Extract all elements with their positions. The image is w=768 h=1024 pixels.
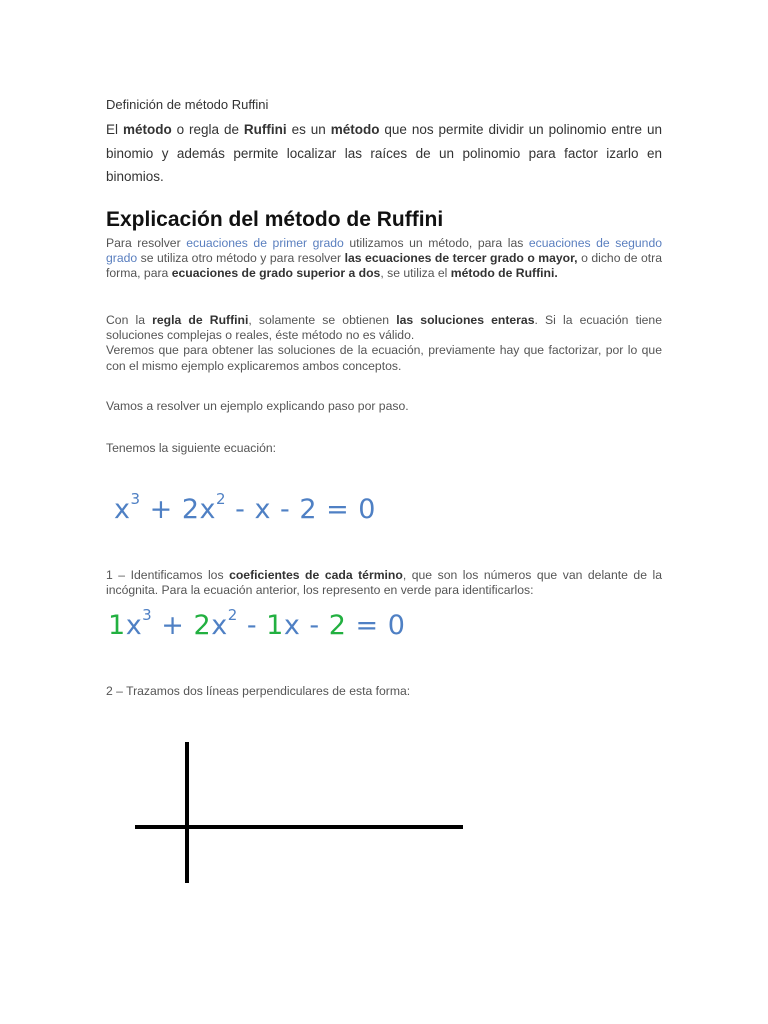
text: que nos permite dividir un polinomio entre un binomio y además permite localizar las raíces de un polinomio para factor izarlo en binomios. bbox=[106, 122, 662, 184]
bold-text: método bbox=[122, 122, 172, 137]
eq-term: x bbox=[125, 610, 143, 641]
text: o dicho de otra forma, para bbox=[106, 251, 663, 281]
section-title: Definición de método Ruffini bbox=[106, 97, 269, 112]
example-intro: Vamos a resolver un ejemplo explicando paso por paso. bbox=[106, 399, 409, 413]
bold-text: regla de Ruffini bbox=[152, 313, 249, 327]
coefficient: 2 bbox=[328, 610, 347, 641]
eq-term: - bbox=[237, 610, 267, 641]
link-segundo-grado[interactable]: ecuaciones de segundo grado bbox=[106, 236, 662, 266]
text: 1 – Identificamos los bbox=[106, 568, 230, 582]
section-heading: Explicación del método de Ruffini bbox=[106, 208, 444, 231]
text: , que son los números que van delante de la incógnita. Para la ecuación anterior, los represento en verde para identificarlos: bbox=[106, 568, 662, 598]
text: utilizamos un método, para las bbox=[343, 236, 529, 250]
text: , se utiliza el bbox=[380, 266, 451, 281]
text: , solamente se obtienen bbox=[248, 313, 397, 327]
coefficient: 1 bbox=[108, 610, 126, 641]
eq-term: x bbox=[114, 494, 131, 525]
eq-term: - bbox=[300, 610, 329, 641]
bold-text: ecuaciones de grado superior a dos bbox=[171, 266, 381, 281]
eq-term: - x - 2 = 0 bbox=[226, 494, 376, 525]
eq-exponent: 2 bbox=[215, 490, 227, 508]
eq-term: = 0 bbox=[346, 610, 406, 641]
link-primer-grado[interactable]: ecuaciones de primer grado bbox=[186, 236, 344, 250]
eq-exponent: 3 bbox=[130, 490, 141, 508]
bold-text: Ruffini bbox=[243, 122, 287, 137]
text: Con la bbox=[106, 313, 153, 327]
text: Para resolver bbox=[106, 236, 187, 250]
bold-text: método bbox=[330, 122, 380, 137]
eq-term: x bbox=[283, 610, 301, 641]
eq-term: + 2x bbox=[140, 494, 216, 525]
equation-intro: Tenemos la siguiente ecuación: bbox=[106, 441, 277, 455]
step-2: 2 – Trazamos dos líneas perpendiculares de esta forma: bbox=[106, 684, 411, 698]
bold-text: las soluciones enteras bbox=[396, 313, 535, 327]
bold-text: las ecuaciones de tercer grado o mayor, bbox=[344, 251, 578, 266]
text: Veremos que para obtener las soluciones de la ecuación, previamente hay que factorizar, por lo que con el mismo ejemplo explicaremos ambos conceptos. bbox=[106, 343, 662, 373]
text: se utiliza otro método y para resolver bbox=[137, 251, 345, 266]
eq-exponent: 2 bbox=[227, 606, 238, 624]
bold-text: método de Ruffini. bbox=[450, 266, 558, 281]
eq-exponent: 3 bbox=[142, 606, 153, 624]
text: es un bbox=[286, 122, 331, 137]
eq-term: + bbox=[152, 610, 194, 641]
eq-term: x bbox=[211, 610, 228, 641]
bold-text: coeficientes de cada término bbox=[229, 568, 403, 582]
text: o regla de bbox=[171, 122, 244, 137]
text: . Si la ecuación tiene soluciones complejas o reales, éste método no es válido. bbox=[106, 313, 662, 343]
text: El bbox=[106, 122, 123, 137]
coefficient: 2 bbox=[193, 610, 212, 641]
coefficient: 1 bbox=[266, 610, 284, 641]
